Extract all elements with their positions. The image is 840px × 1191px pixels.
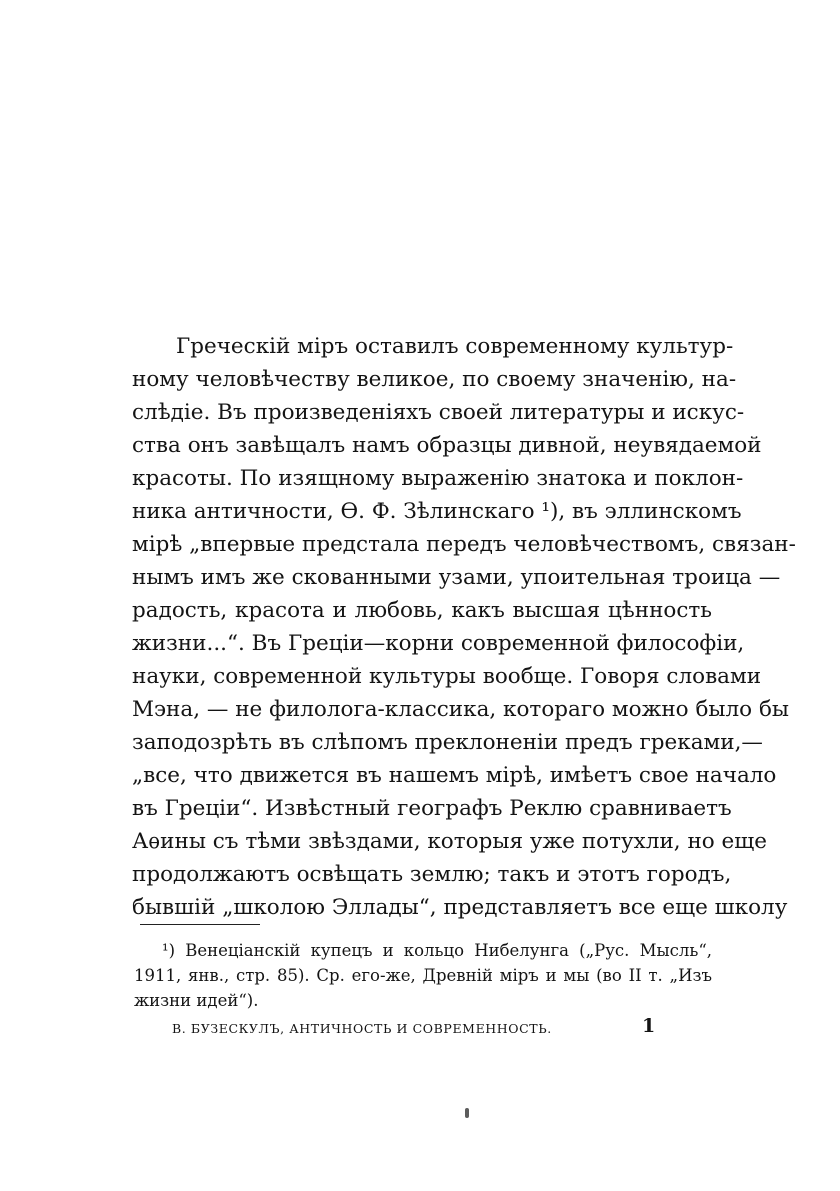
text-line-8: нымъ имъ же скованными узами, упоительная троица — <box>132 565 781 590</box>
text-line-14: „все, что движется въ нашемъ мірѣ, имѣетъ свое начало <box>132 763 777 788</box>
text-line-1: Греческій міръ оставилъ современному культур- <box>176 334 734 359</box>
text-line-5: красоты. По изящному выраженію знатока и поклон- <box>132 466 744 491</box>
text-line-3: слѣдіе. Въ произведеніяхъ своей литературы и искус- <box>132 400 745 425</box>
text-line-15: въ Греціи“. Извѣстный географъ Реклю сравниваетъ <box>132 796 732 821</box>
text-line-11: науки, современной культуры вообще. Говоря словами <box>132 664 762 689</box>
text-line-6: ника античности, Ѳ. Ф. Зѣлинскаго ¹), въ эллинскомъ <box>132 499 742 524</box>
footnote-separator <box>140 924 260 925</box>
text-line-12: Мэна, — не филолога-классика, котораго можно было бы <box>132 697 789 722</box>
text-line-10: жизни...“. Въ Греціи—корни современной философіи, <box>132 631 745 656</box>
footnote <box>134 938 712 1013</box>
main-text <box>132 330 796 924</box>
text-line-4: ства онъ завѣщалъ намъ образцы дивной, неувядаемой <box>132 433 762 458</box>
text-line-2: ному человѣчеству великое, по своему значенію, на- <box>132 367 737 392</box>
text-line-13: заподозрѣть въ слѣпомъ преклоненіи предъ греками,— <box>132 730 763 755</box>
ink-speck <box>465 1108 469 1118</box>
printer-signature: В. БУЗЕСКУЛЪ, АНТИЧНОСТЬ И СОВРЕМЕННОСТЬ. <box>172 1021 552 1036</box>
footnote-line-2: 1911, янв., стр. 85). Ср. его-же, Древній міръ и мы (во II т. „Изъ <box>134 966 712 985</box>
text-line-18: бывшій „школою Эллады“, представляетъ все еще школу <box>132 895 788 920</box>
text-line-17: продолжаютъ освѣщать землю; такъ и этотъ городъ, <box>132 862 732 887</box>
text-line-9: радость, красота и любовь, какъ высшая цѣнность <box>132 598 712 623</box>
sheet-number: 1 <box>642 1015 656 1037</box>
text-line-7: мірѣ „впервые предстала передъ человѣчествомъ, связан- <box>132 532 796 557</box>
footnote-line-1: ¹) Венеціанскій купецъ и кольцо Нибелунга („Рус. Мысль“, <box>162 941 712 960</box>
text-line-16: Аѳины съ тѣми звѣздами, которыя уже потухли, но еще <box>132 829 767 854</box>
footnote-line-3: жизни идей“). <box>134 991 259 1010</box>
